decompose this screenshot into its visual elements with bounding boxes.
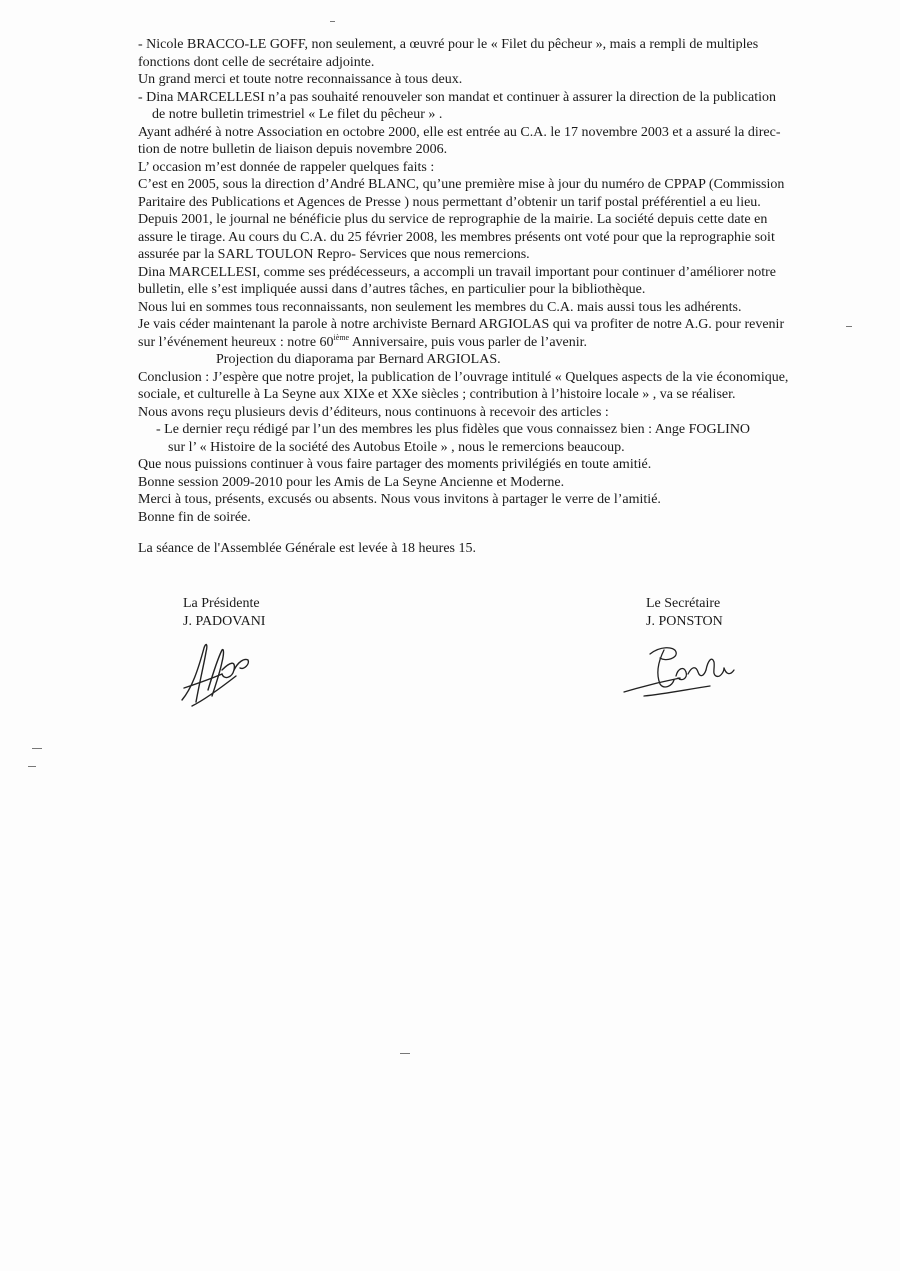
secretary-role: Le Secrétaire (646, 596, 721, 611)
ending-line: Bonne fin de soirée. (138, 509, 251, 525)
paragraph-line: tion de notre bulletin de liaison depuis novembre 2006. (138, 142, 448, 157)
bullet-line: sur l’ « Histoire de la société des Autobus Etoile » , nous le remercions beaucoup. (168, 439, 625, 455)
projection-line: Projection du diaporama par Bernard ARGIOLAS. (216, 352, 501, 367)
conclusion-line: Nous avons reçu plusieurs devis d’éditeurs, nous continuons à recevoir des articles : (138, 404, 609, 420)
president-role: La Présidente (183, 596, 260, 611)
paragraph-line: Ayant adhéré à notre Association en octobre 2000, elle est entrée au C.A. le 17 novembre 2003 et a assuré la direc- (138, 124, 781, 140)
paragraph-line: - Nicole BRACCO-LE GOFF, non seulement, a œuvré pour le « Filet du pêcheur », mais a rempli de multiples (138, 37, 759, 52)
paragraph-line: Depuis 2001, le journal ne bénéficie plus du service de reprographie de la mairie. La société depuis cette date en (138, 212, 768, 227)
conclusion-line: Conclusion : J’espère que notre projet, la publication de l’ouvrage intitulé « Quelques aspects de la vie économique, (138, 369, 789, 385)
ending-line: Bonne session 2009-2010 pour les Amis de La Seyne Ancienne et Moderne. (138, 474, 565, 490)
paragraph-line: fonctions dont celle de secrétaire adjointe. (138, 54, 375, 70)
paragraph-line: assure le tirage. Au cours du C.A. du 25 février 2008, les membres présents ont voté pour que la reprographie soit (138, 229, 775, 245)
paragraph-line: L’ occasion m’est donnée de rappeler quelques faits : (138, 159, 435, 175)
secretary-signature-block (646, 595, 723, 630)
paragraph-line: bulletin, elle s’est impliquée aussi dans d’autres tâches, en particulier pour la bibliothèque. (138, 282, 646, 297)
paragraph-line: C’est en 2005, sous la direction d’André BLANC, qu’une première mise à jour du numéro de CPPAP (Commission (138, 177, 785, 192)
paragraph-line: Dina MARCELLESI, comme ses prédécesseurs, a accompli un travail important pour continuer d’améliorer notre (138, 264, 776, 280)
paragraph-line: Un grand merci et toute notre reconnaissance à tous deux. (138, 72, 463, 87)
minutes-body (138, 36, 848, 526)
scan-artifact (400, 1053, 410, 1054)
secretary-name: J. PONSTON (646, 613, 723, 629)
ending-line: Que nous puissions continuer à vous faire partager des moments privilégiés en toute amitié. (138, 457, 652, 472)
paragraph-line: Je vais céder maintenant la parole à notre archiviste Bernard ARGIOLAS qui va profiter de notre A.G. pour revenir (138, 317, 785, 332)
paragraph-line: Paritaire des Publications et Agences de Presse ) nous permettant d’obtenir un tarif postal préférentiel a eu lieu. (138, 194, 761, 210)
paragraph-line: Nous lui en sommes tous reconnaissants, non seulement les membres du C.A. mais aussi tous les adhérents. (138, 299, 742, 315)
closing-statement: La séance de l'Assemblée Générale est levée à 18 heures 15. (138, 541, 476, 556)
anniversary-superscript: ième (333, 332, 350, 342)
paragraph-line: de notre bulletin trimestriel « Le filet du pêcheur » . (152, 107, 443, 122)
scan-artifact (28, 766, 36, 767)
bullet-line: - Le dernier reçu rédigé par l’un des membres les plus fidèles que vous connaissez bien : Ange FOGLINO (156, 422, 751, 437)
anniversary-text-after: Anniversaire, puis vous parler de l’avenir. (349, 334, 588, 350)
secretary-handwritten-signature (620, 640, 740, 704)
paragraph-line: - Dina MARCELLESI n’a pas souhaité renouveler son mandat et continuer à assurer la direction de la publication (138, 89, 776, 105)
anniversary-line (138, 334, 848, 352)
president-handwritten-signature (178, 640, 258, 712)
president-signature-block (183, 595, 265, 630)
anniversary-text-before: sur l’événement heureux : notre 60 (138, 334, 334, 350)
president-name: J. PADOVANI (183, 613, 266, 629)
scan-artifact (846, 326, 852, 327)
scan-artifact (32, 748, 42, 749)
paragraph-line: assurée par la SARL TOULON Repro- Services que nous remercions. (138, 247, 530, 262)
conclusion-line: sociale, et culturelle à La Seyne aux XIXe et XXe siècles ; contribution à l’histoire locale » , va se réaliser. (138, 387, 736, 402)
scan-artifact (330, 21, 335, 22)
ending-line: Merci à tous, présents, excusés ou absents. Nous vous invitons à partager le verre de l’amitié. (138, 492, 661, 507)
